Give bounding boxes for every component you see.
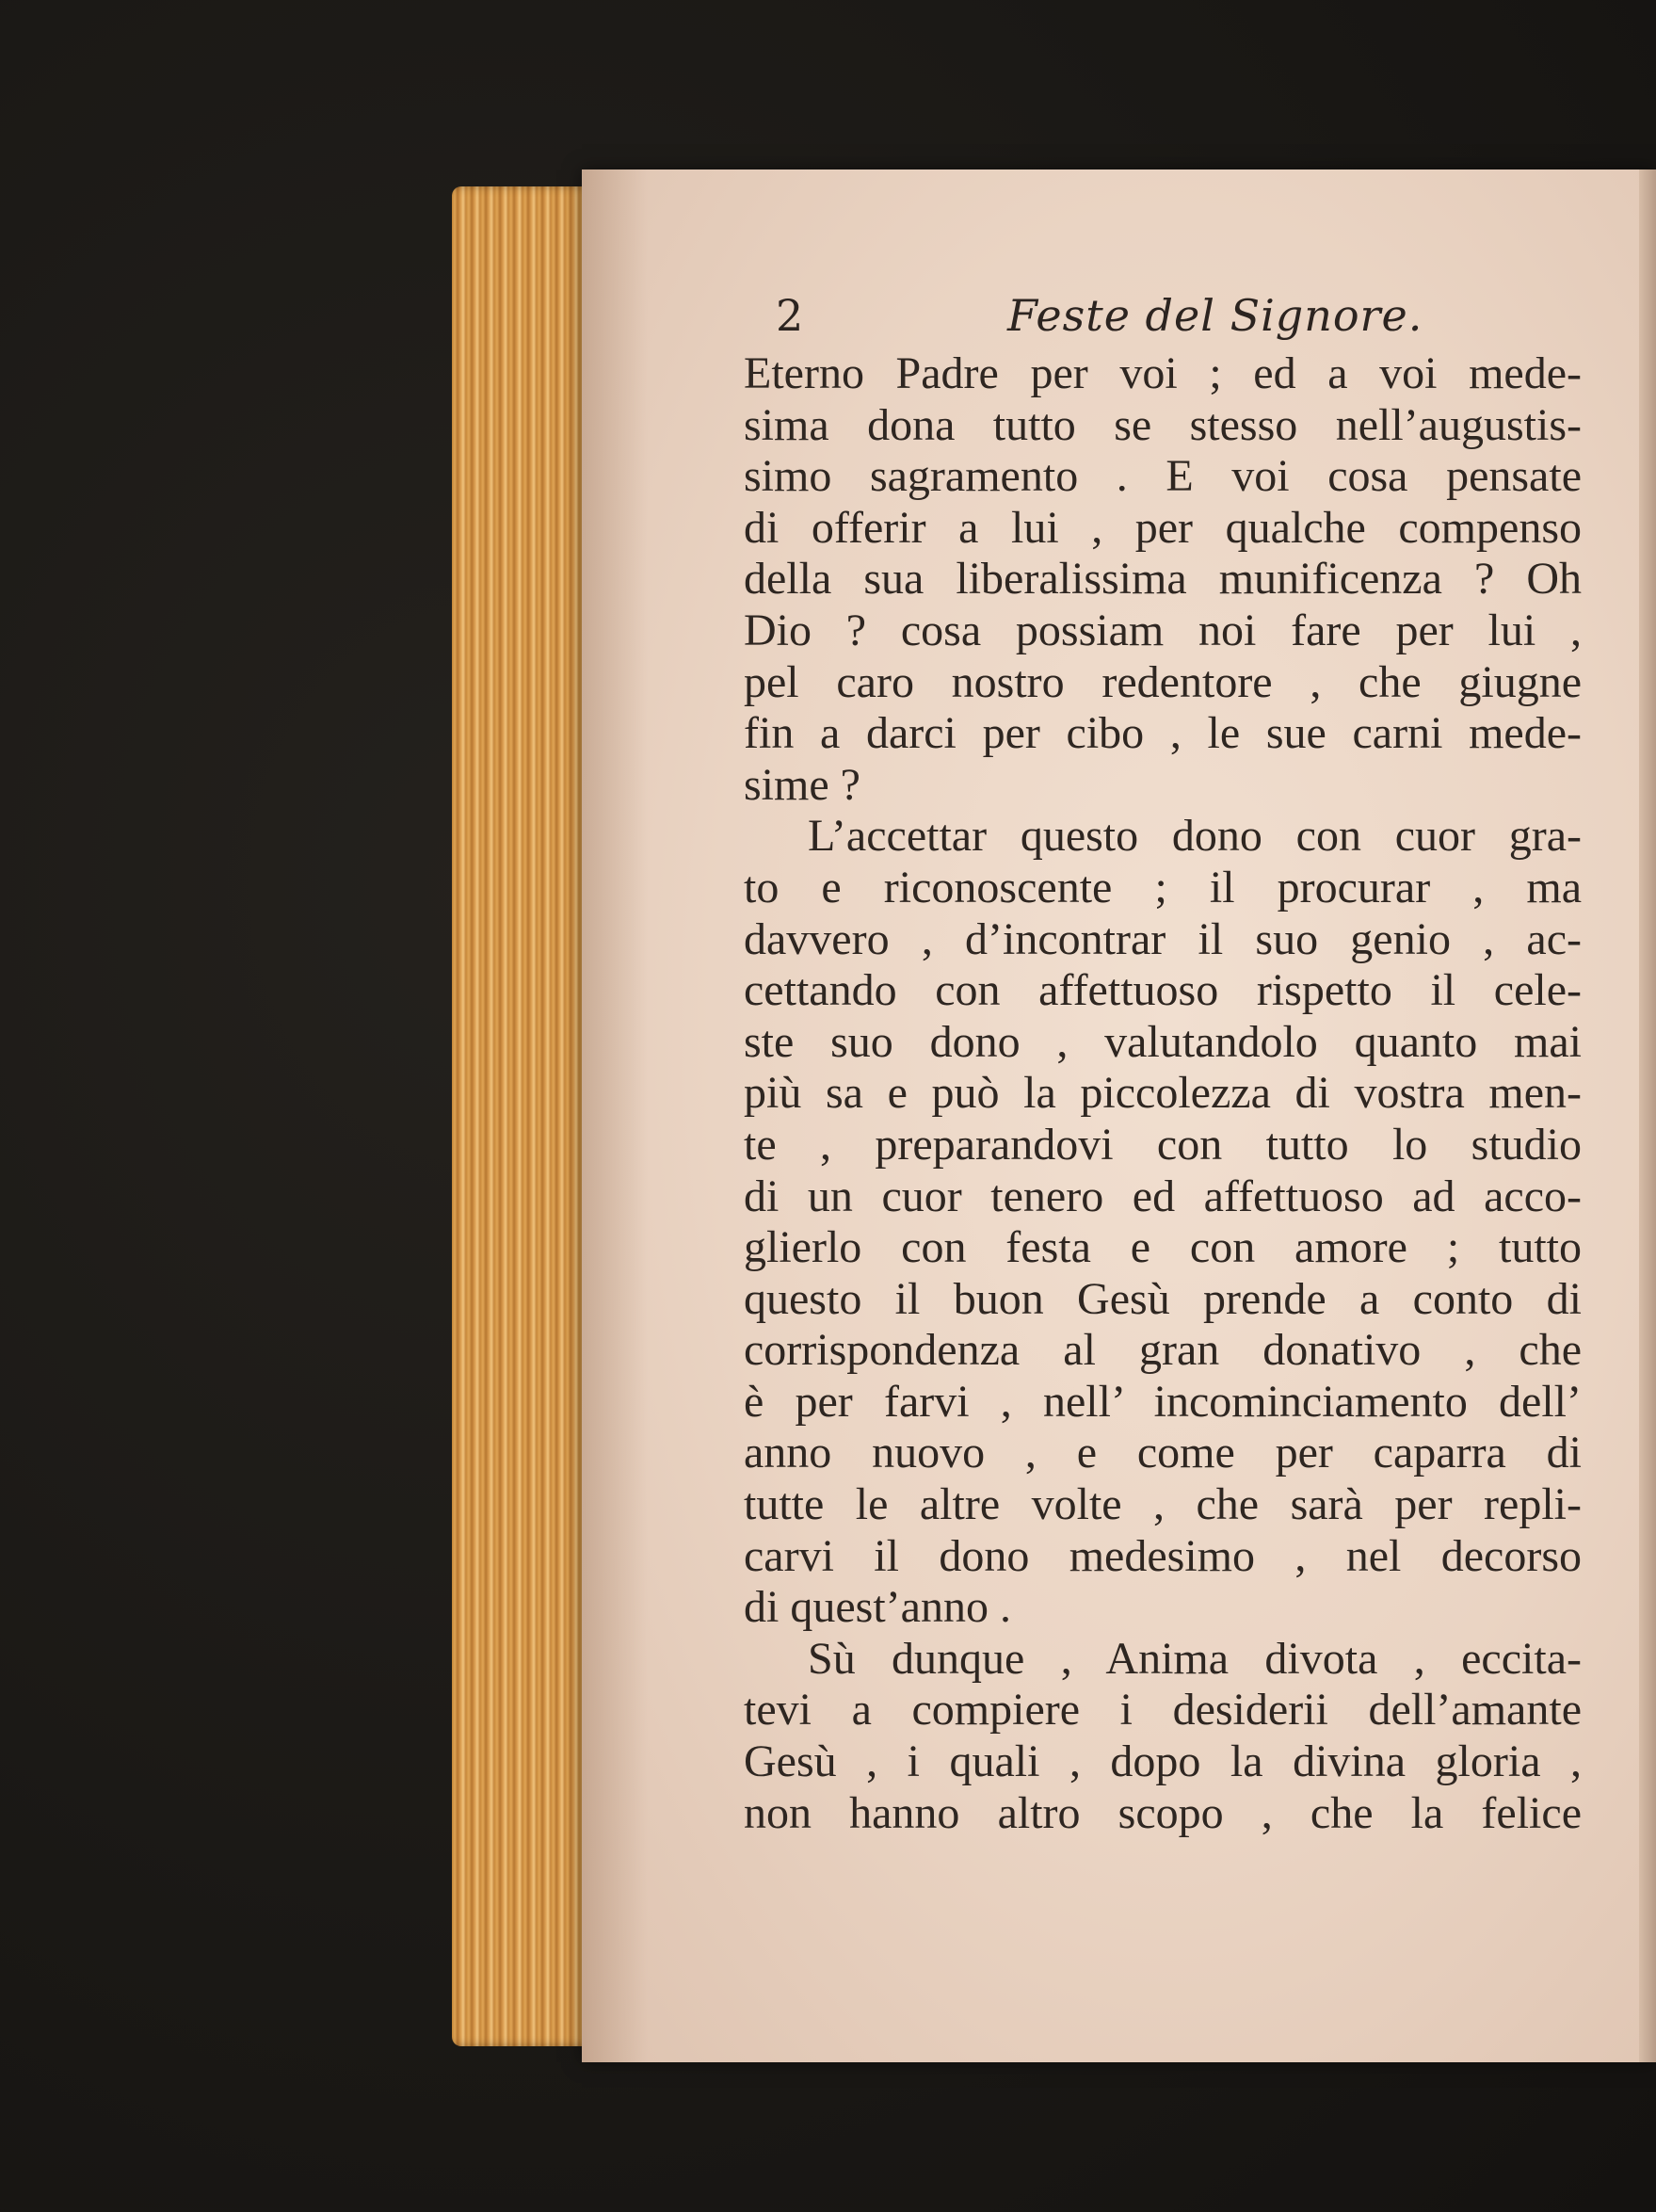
text-line: L’accettar questo dono con cuor gra-: [808, 811, 1582, 862]
text-line: Eterno Padre per voi ; ed a voi mede-: [744, 348, 1582, 398]
text-line: è per farvi , nell’ incominciamento dell’: [744, 1376, 1582, 1427]
text-line: corrispondenza al gran donativo , che: [744, 1325, 1582, 1376]
text-line: simo sagramento . E voi cosa pensate: [744, 451, 1582, 502]
text-line: Sù dunque , Anima divota , eccita-: [808, 1633, 1582, 1684]
text-line: tutte le altre volte , che sarà per repli-: [744, 1479, 1582, 1530]
running-title: Feste del Signore.: [1007, 290, 1423, 341]
text-line: Gesù , i quali , dopo la divina gloria ,: [744, 1736, 1582, 1787]
text-line: anno nuovo , e come per caparra di: [744, 1428, 1582, 1478]
body-text: [744, 348, 1582, 1839]
text-line: della sua liberalissima munificenza ? Oh: [744, 554, 1582, 605]
text-line: te , preparandovi con tutto lo studio: [744, 1119, 1582, 1170]
text-line: tevi a compiere i desiderii dell’amante: [744, 1685, 1582, 1736]
gilded-page-edges: [452, 186, 593, 2046]
page-header: [776, 290, 1585, 350]
text-line: di offerir a lui , per qualche compenso: [744, 502, 1582, 553]
page-right-edge: [1639, 170, 1656, 2062]
text-line: di un cuor tenero ed affettuoso ad acco-: [744, 1171, 1582, 1221]
text-line: glierlo con festa e con amore ; tutto: [744, 1222, 1582, 1273]
text-line: fin a darci per cibo , le sue carni mede-: [744, 708, 1582, 759]
text-line: cettando con affettuoso rispetto il cele-: [744, 965, 1582, 1016]
text-line: davvero , d’incontrar il suo genio , ac-: [744, 913, 1582, 964]
text-line: non hanno altro scopo , che la felice: [744, 1787, 1582, 1838]
text-line: pel caro nostro redentore , che giugne: [744, 656, 1582, 707]
text-line: sime ?: [744, 759, 860, 810]
text-line: ste suo dono , valutandolo quanto mai: [744, 1016, 1582, 1067]
text-line: di quest’anno .: [744, 1582, 1011, 1633]
text-line: questo il buon Gesù prende a conto di: [744, 1273, 1582, 1324]
text-line: più sa e può la piccolezza di vostra men-: [744, 1068, 1582, 1119]
text-line: to e riconoscente ; il procurar , ma: [744, 862, 1582, 912]
gutter-shadow: [582, 170, 648, 2062]
text-line: Dio ? cosa possiam noi fare per lui ,: [744, 605, 1582, 655]
text-line: sima dona tutto se stesso nell’augustis-: [744, 399, 1582, 450]
text-line: carvi il dono medesimo , nel decorso: [744, 1530, 1582, 1581]
page-number: 2: [776, 290, 804, 341]
